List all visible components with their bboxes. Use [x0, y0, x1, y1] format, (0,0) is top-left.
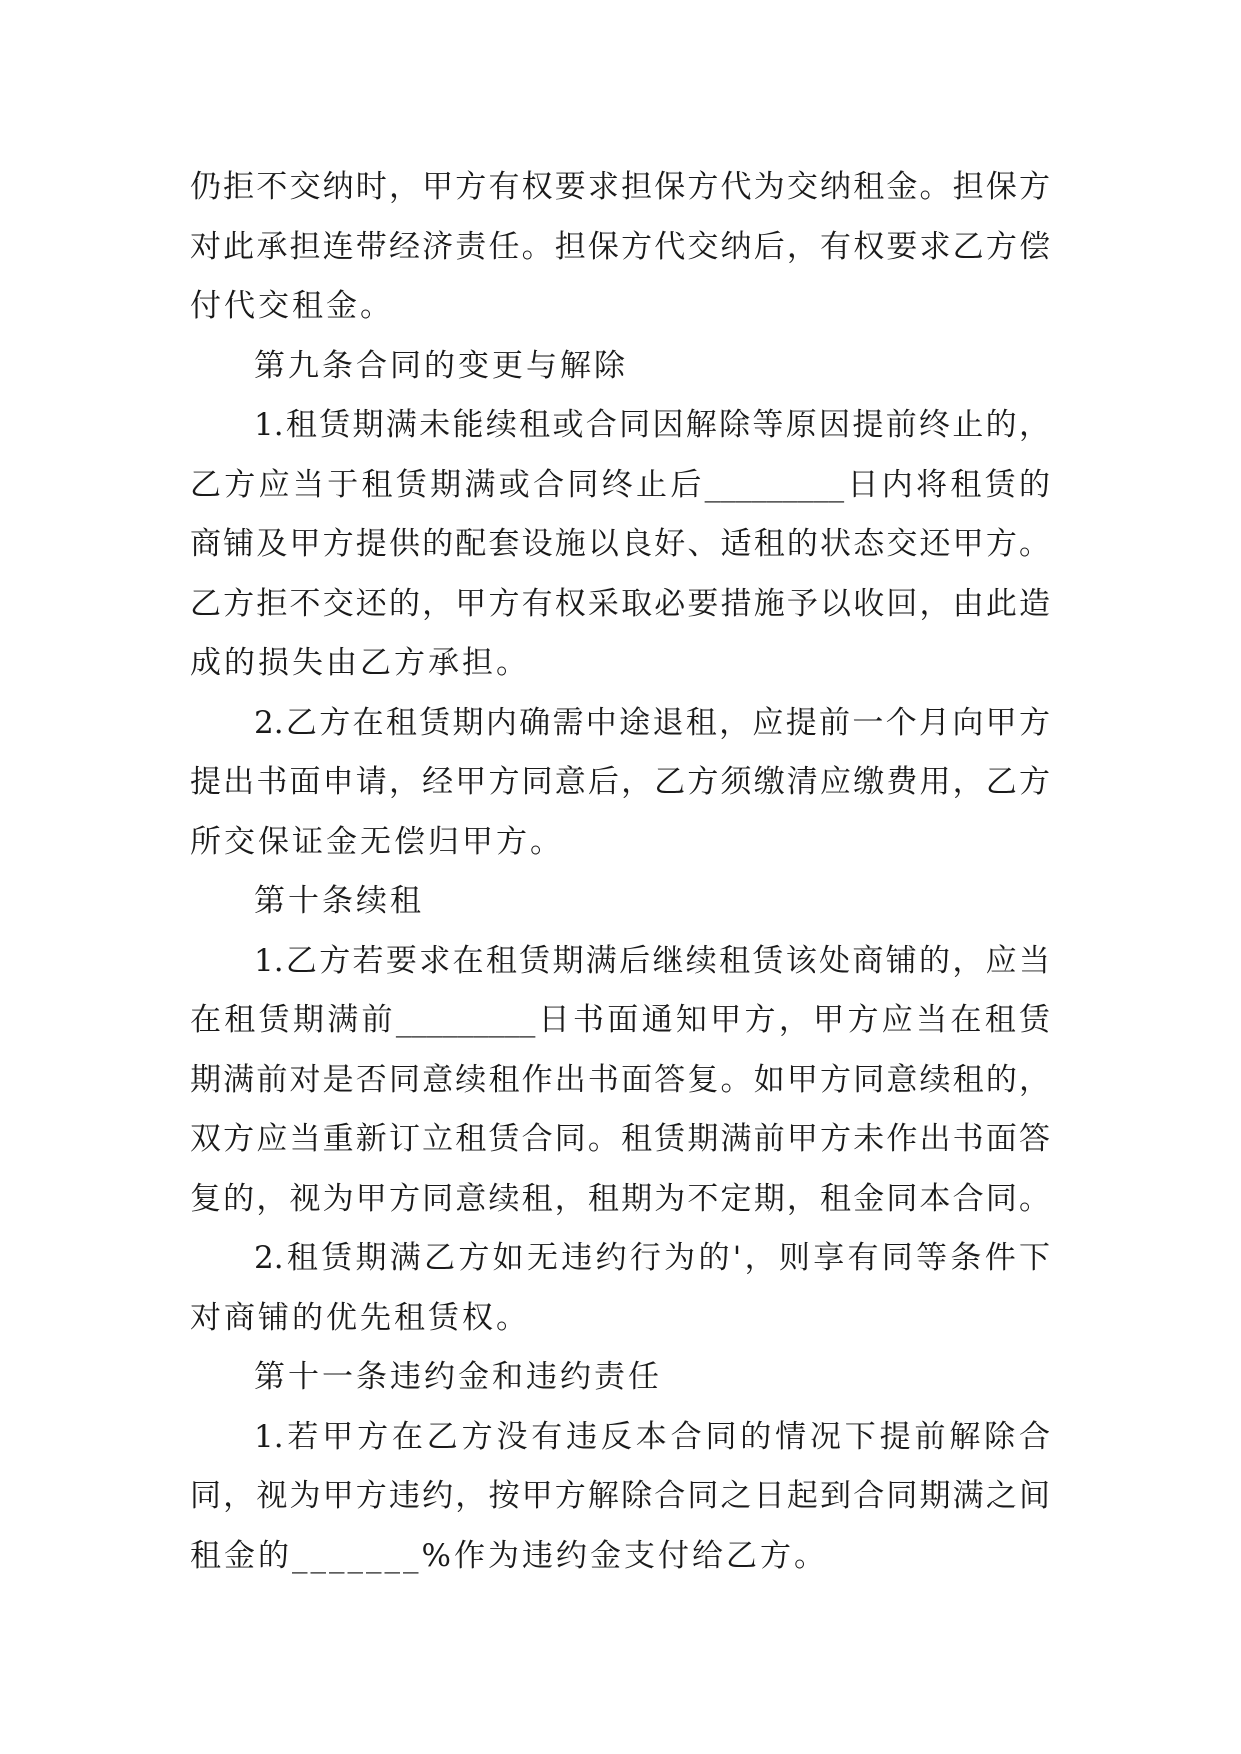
- text-line: 期满前对是否同意续租作出书面答复。如甲方同意续租的，: [190, 1061, 1050, 1098]
- text-line: 乙方应当于租赁期满或合同终止后_________日内将租赁的: [190, 466, 1050, 503]
- text-line: 乙方拒不交还的，甲方有权采取必要措施予以收回，由此造: [190, 585, 1050, 622]
- text-line: 所交保证金无偿归甲方。: [190, 823, 564, 860]
- document-body: [190, 158, 1050, 1586]
- text-line: 2.租赁期满乙方如无违约行为的'，则享有同等条件下: [254, 1240, 1050, 1276]
- text-line: 1.乙方若要求在租赁期满后继续租赁该处商铺的，应当: [254, 942, 1050, 979]
- text-line: 仍拒不交纳时，甲方有权要求担保方代为交纳租金。担保方: [190, 169, 1050, 205]
- text-line: 商铺及甲方提供的配套设施以良好、适租的状态交还甲方。: [190, 526, 1050, 562]
- section-heading: 第九条合同的变更与解除: [254, 347, 628, 384]
- text-line: 1.租赁期满未能续租或合同因解除等原因提前终止的，: [254, 407, 1050, 443]
- text-line: 2.乙方在租赁期内确需中途退租，应提前一个月向甲方: [254, 704, 1050, 741]
- text-line: 双方应当重新订立租赁合同。租赁期满前甲方未作出书面答: [190, 1121, 1050, 1157]
- text-line: 复的，视为甲方同意续租，租期为不定期，租金同本合同。: [190, 1180, 1050, 1217]
- section-heading: 第十条续租: [254, 883, 424, 919]
- text-line: 付代交租金。: [190, 288, 394, 324]
- text-line: 提出书面申请，经甲方同意后，乙方须缴清应缴费用，乙方: [190, 764, 1050, 800]
- section-heading: 第十一条违约金和违约责任: [254, 1359, 662, 1395]
- text-line: 租金的_______%作为违约金支付给乙方。: [190, 1537, 828, 1574]
- text-line: 对商铺的优先租赁权。: [190, 1299, 530, 1336]
- text-line: 在租赁期满前_________日书面通知甲方，甲方应当在租赁: [190, 1002, 1050, 1038]
- text-line: 对此承担连带经济责任。担保方代交纳后，有权要求乙方偿: [190, 228, 1050, 265]
- text-line: 1.若甲方在乙方没有违反本合同的情况下提前解除合: [254, 1418, 1050, 1455]
- text-line: 同，视为甲方违约，按甲方解除合同之日起到合同期满之间: [190, 1478, 1050, 1514]
- text-line: 成的损失由乙方承担。: [190, 645, 530, 681]
